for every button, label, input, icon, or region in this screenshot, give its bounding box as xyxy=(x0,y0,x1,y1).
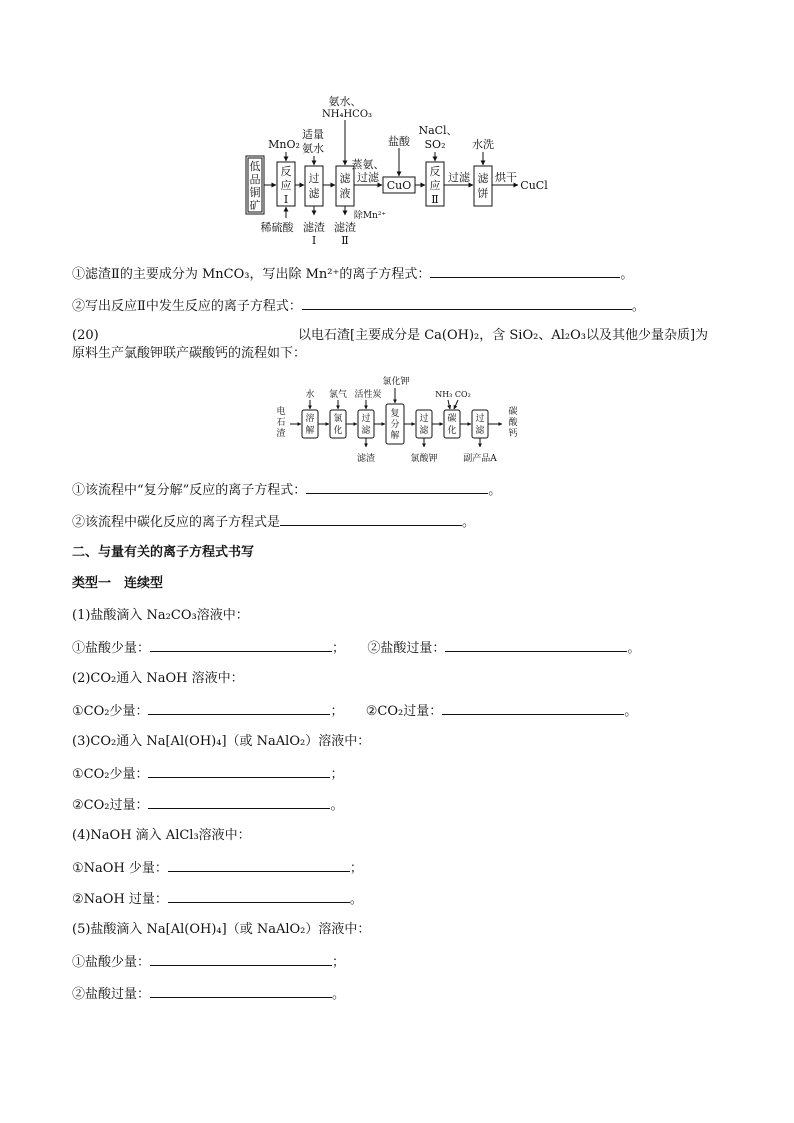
q19-item1-text: ①滤渣Ⅱ的主要成分为 MnCO₃，写出除 Mn²⁺的离子方程式： xyxy=(72,267,431,282)
q20-intro-1: 以电石渣[主要成分是 Ca(OH)₂，含 SiO₂、Al₂O₃以及其他少量杂质]为 xyxy=(298,328,709,343)
flow1-box1-t1: 品 xyxy=(249,173,261,186)
p2-b-label: ②CO₂过量： xyxy=(365,704,443,719)
p1-a-label: ①盐酸少量： xyxy=(72,641,151,656)
answer-blank[interactable] xyxy=(442,702,624,715)
type1-heading: 类型一 连续型 xyxy=(72,576,164,591)
flow1-box3-t0: 过 xyxy=(308,172,320,185)
answer-blank[interactable] xyxy=(430,265,620,278)
flow1-box3-t1: 滤 xyxy=(308,187,320,200)
section2-heading: 二、与量有关的离子方程式书写 xyxy=(72,545,255,560)
flow2-box4-t2: 解 xyxy=(390,431,400,441)
flow1-box6-t0: 反 xyxy=(429,165,441,178)
flow2-box4-t0: 复 xyxy=(390,409,400,419)
p5-a-label: ①盐酸少量： xyxy=(72,955,151,970)
flow2-box3-t1: 滤 xyxy=(361,426,371,436)
p3-title: (3)CO₂通入 Na[Al(OH)₄]（或 NaAlO₂）溶液中： xyxy=(72,734,371,749)
answer-blank[interactable] xyxy=(148,765,330,778)
p3-a-label: ①CO₂少量： xyxy=(72,767,149,782)
q20-item2-end: 。 xyxy=(462,515,476,530)
flow2-box5-t1: 滤 xyxy=(419,426,429,436)
p4-b-label: ②NaOH 过量： xyxy=(72,892,168,907)
flow2-start-t2: 渣 xyxy=(276,429,286,439)
flow2-start-t0: 电 xyxy=(276,407,286,417)
p2-title: (2)CO₂通入 NaOH 溶液中： xyxy=(72,671,244,686)
flow2-box6-t1: 化 xyxy=(447,426,457,436)
p4-title: (4)NaOH 滴入 AlCl₃溶液中： xyxy=(72,828,251,843)
flow2-end-t0: 碳 xyxy=(508,407,518,417)
flow2-top-water: 水 xyxy=(305,390,315,400)
flow1-top-hcl: 盐酸 xyxy=(388,135,410,148)
p3-b-row xyxy=(72,796,344,814)
answer-blank[interactable] xyxy=(148,702,330,715)
answer-blank[interactable] xyxy=(148,796,330,809)
q20-number: (20) xyxy=(72,328,99,343)
flow2-start-t1: 石 xyxy=(276,418,286,428)
p5-b-end: 。 xyxy=(332,987,346,1002)
p1-b-label: ②盐酸过量： xyxy=(367,641,446,656)
flow1-box6-t1: 应 xyxy=(429,179,441,192)
q20-item2-text: ②该流程中碳化反应的离子方程式是 xyxy=(72,515,281,530)
flow1-product: CuCl xyxy=(520,179,548,192)
flow1-box7-t0: 滤 xyxy=(477,172,489,185)
p5-title: (5)盐酸滴入 Na[Al(OH)₄]（或 NaAlO₂）溶液中： xyxy=(72,922,371,937)
flow1-top-nh4-2: NH₄HCO₃ xyxy=(321,109,373,120)
flow1-box2-t0: 反 xyxy=(280,165,292,178)
answer-blank[interactable] xyxy=(150,953,332,966)
answer-blank[interactable] xyxy=(280,513,462,526)
p1-title: (1)盐酸滴入 Na₂CO₃溶液中： xyxy=(72,608,249,623)
answer-blank[interactable] xyxy=(445,639,627,652)
answer-blank[interactable] xyxy=(302,297,632,310)
p1-row xyxy=(72,639,640,657)
flow1-bottom-res1-1: 滤渣 xyxy=(303,221,325,234)
answer-blank[interactable] xyxy=(306,481,488,494)
p2-a-label: ①CO₂少量： xyxy=(72,704,149,719)
answer-blank[interactable] xyxy=(168,859,350,872)
flow2-bottom-residue: 滤渣 xyxy=(356,454,376,464)
q20-item1-text: ①该流程中“复分解”反应的离子方程式： xyxy=(72,483,307,498)
flow1-bottom-res1-2: Ⅰ xyxy=(311,234,317,247)
p2-row xyxy=(72,702,637,720)
q19-item2-text: ②写出反应Ⅱ中发生反应的离子方程式： xyxy=(72,299,302,314)
flow2-top-cl2: 氯气 xyxy=(328,390,348,400)
flow1-mid-filter: 过滤 xyxy=(448,171,470,184)
flow1-top-ammonia-2: 氨水 xyxy=(302,142,324,155)
flow2-box3-t0: 过 xyxy=(361,414,371,424)
flowchart-kclo3 xyxy=(272,374,526,468)
flow2-end-t1: 酸 xyxy=(508,418,518,428)
p3-a-end: ； xyxy=(330,767,344,782)
flow1-box2-t2: Ⅰ xyxy=(283,193,289,206)
flow2-top-kcl: 氯化钾 xyxy=(382,377,410,387)
flow2-bottom-byproduct: 副产品A xyxy=(463,454,497,464)
p3-a-row xyxy=(72,765,344,783)
answer-blank[interactable] xyxy=(168,890,350,903)
q19-item1 xyxy=(72,265,633,283)
flow1-box1-t2: 铜 xyxy=(249,186,261,199)
q19-item1-end: 。 xyxy=(620,267,634,282)
flow1-top-nacl-1: NaCl、 xyxy=(418,124,458,137)
p3-b-label: ②CO₂过量： xyxy=(72,798,149,813)
q20-intro-2: 原料生产氯酸钾联产碳酸钙的流程如下： xyxy=(72,346,307,361)
p5-b-label: ②盐酸过量： xyxy=(72,987,151,1002)
p5-b-row xyxy=(72,985,345,1003)
flow2-box1-t0: 溶 xyxy=(305,414,315,424)
flow1-box5: CuO xyxy=(386,179,412,192)
flow2-box7-t0: 过 xyxy=(475,414,485,424)
p4-a-label: ①NaOH 少量： xyxy=(72,861,168,876)
flow2-top-carbon: 活性炭 xyxy=(354,390,382,400)
flow1-top-wash: 水洗 xyxy=(472,138,494,151)
answer-blank[interactable] xyxy=(150,639,332,652)
flow2-end-t2: 钙 xyxy=(508,429,518,439)
p5-a-end: ； xyxy=(332,955,346,970)
q20-item1 xyxy=(72,481,501,499)
flow1-top-nacl-2: SO₂ xyxy=(424,138,446,151)
flow2-box1-t1: 解 xyxy=(305,426,315,436)
flow2-box5-t0: 过 xyxy=(419,414,429,424)
flow1-bottom-res2-1: 滤渣 xyxy=(334,221,356,234)
flow1-box2-t1: 应 xyxy=(280,179,292,192)
flow2-top-nh3co2: NH₃ CO₂ xyxy=(435,390,471,399)
flow1-box4-t1: 液 xyxy=(339,187,351,200)
flow1-bottom-res2-2: Ⅱ xyxy=(341,234,349,247)
q20-item2 xyxy=(72,513,475,531)
flow1-mid-evap-1: 蒸氨、 xyxy=(351,158,385,171)
p4-a-row xyxy=(72,859,363,877)
flow1-top-nh4-1: 氨水、 xyxy=(328,95,362,108)
flow2-bottom-kclo3: 氯酸钾 xyxy=(410,454,438,464)
p1-b-end: 。 xyxy=(627,641,641,656)
q19-item2 xyxy=(72,297,645,315)
flow1-top-ammonia-1: 适量 xyxy=(302,128,324,141)
flow1-top-mno2: MnO₂ xyxy=(268,138,300,151)
p4-b-end: 。 xyxy=(349,892,363,907)
flow1-box1-t3: 矿 xyxy=(249,199,261,212)
p2-b-end: 。 xyxy=(624,704,638,719)
flow1-mid-evap-2: 过滤 xyxy=(357,171,379,184)
p4-b-row xyxy=(72,890,363,908)
flow1-mid-dry: 烘干 xyxy=(495,171,517,184)
flow2-box4-t1: 分 xyxy=(390,420,400,430)
flow2-box6-t0: 碳 xyxy=(447,414,457,424)
flowchart-cucl xyxy=(240,92,560,252)
p3-b-end: 。 xyxy=(330,798,344,813)
flow2-box2-t0: 氯 xyxy=(333,414,343,424)
flow1-box1-t0: 低 xyxy=(249,160,261,173)
p2-a-end: ； xyxy=(330,704,344,719)
p4-a-end: ； xyxy=(349,861,363,876)
flow1-remove-mn: 除Mn²⁺ xyxy=(353,211,387,221)
flow1-box6-t2: Ⅱ xyxy=(431,193,439,206)
q19-item2-end: 。 xyxy=(631,299,645,314)
flow2-box7-t1: 滤 xyxy=(475,426,485,436)
flow2-box2-t1: 化 xyxy=(333,426,343,436)
p1-a-end: ； xyxy=(332,641,346,656)
flow1-box7-t1: 饼 xyxy=(477,187,489,200)
flow1-bottom-acid: 稀硫酸 xyxy=(260,221,294,234)
answer-blank[interactable] xyxy=(150,985,332,998)
p5-a-row xyxy=(72,953,345,971)
flow1-box4-t0: 滤 xyxy=(339,172,351,185)
q20-item1-end: 。 xyxy=(488,483,502,498)
